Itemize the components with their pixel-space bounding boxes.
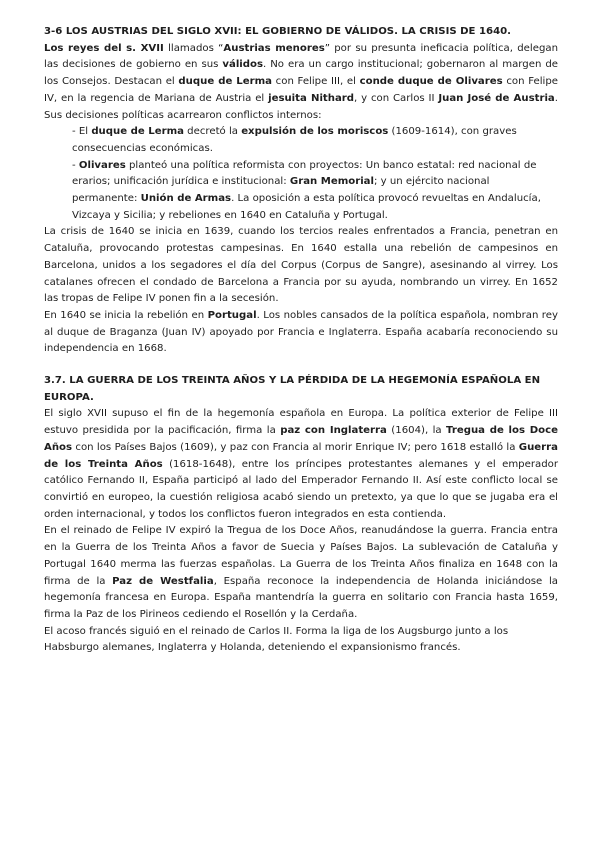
paragraph-validos-intro (44, 41, 558, 125)
bold-text: Unión de Armas (140, 193, 232, 205)
list-item-olivares (72, 158, 558, 225)
text-run: . Los nobles cansados de la política española, nombran rey al duque de Braganza (Juan IV) apoyado por Francia e Inglaterra. España acabaría reconociendo su independencia en 1668. (44, 309, 558, 355)
text-run: . La oposición a esta política provocó revueltas en Andalucía, Vizcaya y Sicilia; y rebeliones en 1640 en Cataluña y Portugal. (72, 193, 541, 221)
document-content (44, 24, 558, 657)
bold-text: Austrias menores (223, 42, 325, 54)
paragraph-hegemonia (44, 406, 558, 523)
paragraph-portugal (44, 308, 558, 358)
paragraph-felipe-iv (44, 523, 558, 623)
bold-text: Los reyes del s. XVII (44, 42, 164, 54)
bold-text: jesuita Nithard (268, 92, 355, 104)
paragraph-carlos-ii (44, 624, 558, 657)
text-run: ” por su presunta ineficacia política, delegan las decisiones de gobierno en sus (44, 42, 558, 71)
bold-text: duque de Lerma (91, 126, 184, 138)
section-title-austrias: 3-6 LOS AUSTRIAS DEL SIGLO XVII: EL GOBIERNO DE VÁLIDOS. LA CRISIS DE 1640. (44, 26, 512, 37)
bold-text: expulsión de los moriscos (241, 126, 389, 138)
text-run: con Felipe IV, en la regencia de Mariana de Austria el (44, 76, 558, 104)
text-run: , España reconoce la independencia de Holanda iniciándose la hegemonía francesa en Europa. España mantendría la guerra en solitario con Francia hasta 1659, firma la Paz de los Pirineos cediendo el Rosellón y la Cerdaña. (44, 575, 558, 620)
text-run: (1618-1648), entre los príncipes protestantes alemanes y el emperador católico Fernando II, España participó al lado del Emperador Fernando II. Así este conflicto local se convirtió en europeo, la cuestión religiosa acabó siendo un pretexto, ya que lo que se jugaba era el orden internacional, y todos los conflictos fueron integrados en esta contienda. (44, 458, 558, 520)
bold-text: Guerra de los Treinta Años (44, 441, 558, 470)
text-run: decretó la (183, 126, 242, 138)
text-run: El siglo XVII supuso el fin de la hegemonía española en Europa. La política exterior de Felipe III estuvo presidida por la pacificación, firma la (44, 408, 558, 437)
text-run: con los Países Bajos (1609), y paz con Francia al morir Enrique IV; pero 1618 estalló la (72, 441, 519, 453)
text-run: - (72, 159, 79, 171)
text-run: En el reinado de Felipe IV expiró la Tregua de los Doce Años, reanudándose la guerra. Francia entra en la Guerra de los Treinta Años a favor de Suecia y Países Bajos. La sublevación de Cataluña y Portugal 1640 merma las fuerzas españolas. La Guerra de los Treinta Años finaliza en 1648 con la firma de la (44, 525, 558, 587)
bold-text: paz con Inglaterra (280, 425, 387, 437)
section-title-treinta-anos: 3.7. LA GUERRA DE LOS TREINTA AÑOS Y LA PÉRDIDA DE LA HEGEMONÍA ESPAÑOLA EN EUROPA. (44, 375, 541, 403)
text-run: , y con Carlos II (354, 92, 439, 104)
bold-text: conde duque de Olivares (359, 76, 503, 88)
paragraph-crisis-1640 (44, 224, 558, 308)
bold-text: Gran Memorial (289, 176, 374, 188)
bold-text: Tregua de los Doce Años (44, 425, 558, 453)
text-run: . No era un cargo institucional; gobernaron al margen de los Consejos. Destacan el (44, 59, 558, 88)
text-run: . Sus decisiones políticas acarrearon conflictos internos: (44, 92, 558, 121)
bold-text: Olivares (78, 159, 126, 171)
text-run: ; y un ejército nacional permanente: (72, 176, 490, 205)
text-run: - El (72, 126, 92, 138)
text-run: En 1640 se inicia la rebelión en (44, 309, 208, 321)
text-run: (1609-1614), con graves consecuencias económicas. (72, 126, 517, 154)
text-run: El acoso francés siguió en el reinado de Carlos II. Forma la liga de los Augsburgo junto a los Habsburgo alemanes, Inglaterra y Holanda, deteniendo el expansionismo francés. (44, 625, 509, 654)
list-item-lerma (72, 124, 558, 157)
text-run: (1604), la (386, 425, 447, 437)
text-run: planteó una política reformista con proyectos: Un banco estatal: red nacional de erarios; unificación jurídica e institucional: (72, 159, 537, 188)
text-run: llamados “ (163, 42, 224, 54)
text-run: La crisis de 1640 se inicia en 1639, cuando los tercios reales enfrentados a Francia, penetran en Cataluña, provocando protestas campesinas. En 1640 estalla una rebelión de campesinos en Barcelona, unidos a los segadores el día del Corpus (Corpus de Sangre), asesinando al virrey. Los catalanes ofrecen el condado de Barcelona a Francia por su ayuda, nombrando un virrey. En 1652 las tropas de Felipe IV ponen fin a la secesión. (44, 226, 558, 305)
bold-text: válidos (222, 59, 264, 71)
text-run: con Felipe III, el (272, 76, 360, 88)
bold-text: duque de Lerma (178, 76, 272, 88)
bold-text: Portugal (207, 309, 257, 321)
bold-text: Paz de Westfalia (112, 575, 214, 587)
bold-text: Juan José de Austria (438, 92, 555, 104)
